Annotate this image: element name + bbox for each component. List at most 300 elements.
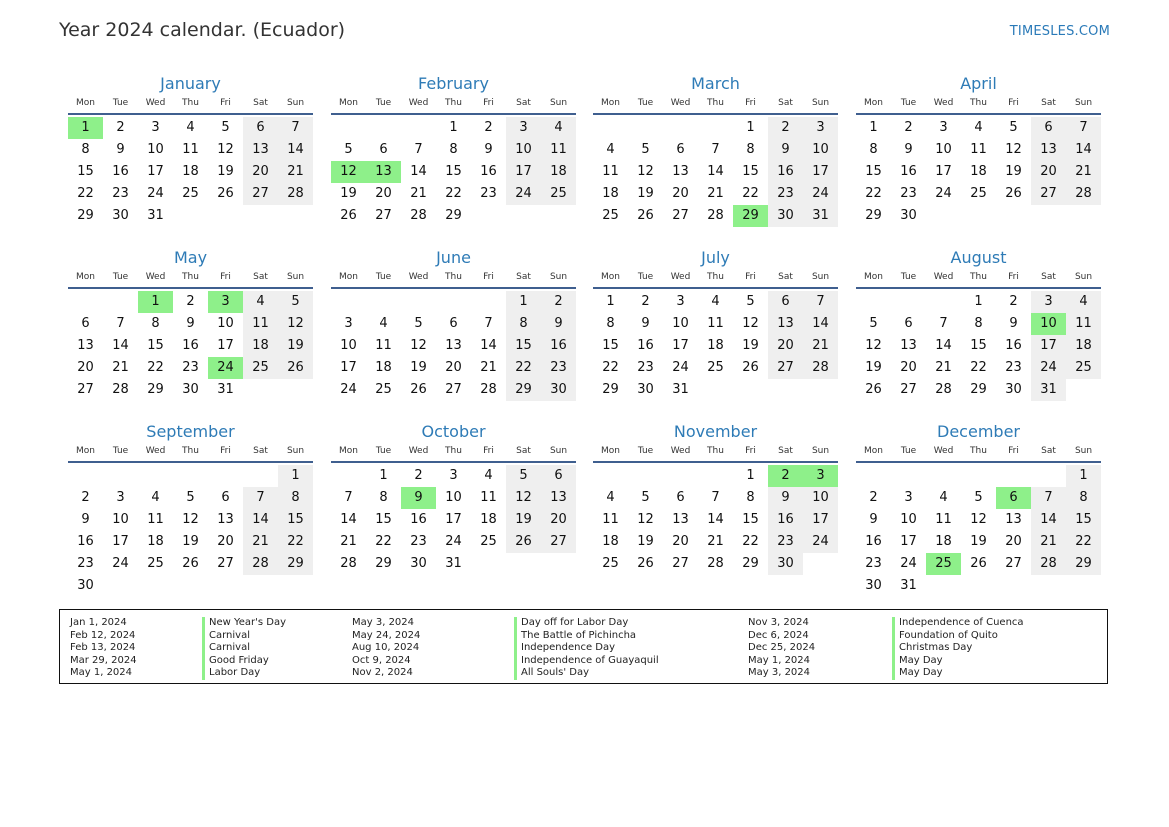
weekday-label: Thu	[707, 272, 724, 282]
legend-holiday-name: May Day	[892, 655, 1024, 668]
day-cell: 31	[803, 205, 838, 227]
day-cell: 2	[116, 120, 125, 135]
day-cell: 30	[637, 382, 654, 397]
day-cell: 3	[116, 490, 125, 505]
holiday-day-cell: 1	[68, 117, 103, 139]
day-cell: 17	[217, 338, 234, 353]
weekday-label: Wed	[933, 446, 954, 456]
month-november	[593, 422, 838, 575]
day-cell: 12	[506, 487, 541, 509]
weekday-label: Mon	[339, 272, 358, 282]
legend-date: Feb 12, 2024	[70, 629, 136, 641]
header-divider	[593, 113, 838, 115]
weekday-label: Wed	[145, 272, 166, 282]
weekday-label: Wed	[670, 446, 691, 456]
holiday-day-cell: 13	[366, 161, 401, 183]
day-cell: 8	[746, 142, 755, 157]
month-april	[856, 74, 1101, 227]
legend-holiday-name: All Souls' Day	[514, 667, 659, 680]
day-cell: 11	[1066, 313, 1101, 335]
day-cell: 7	[711, 142, 720, 157]
day-cell: 31	[900, 578, 917, 593]
weekday-label: Sat	[516, 272, 531, 282]
day-cell: 27	[445, 382, 462, 397]
day-cell: 19	[742, 338, 759, 353]
day-cell: 20	[243, 161, 278, 183]
weekday-label: Thu	[970, 98, 987, 108]
day-cell: 5	[869, 316, 878, 331]
day-cell: 13	[768, 313, 803, 335]
day-cell: 14	[112, 338, 129, 353]
empty-cell	[436, 291, 471, 313]
day-cell: 14	[803, 313, 838, 335]
day-cell: 1	[746, 468, 755, 483]
day-cell: 2	[541, 291, 576, 313]
day-cell: 11	[602, 512, 619, 527]
day-cell: 20	[217, 534, 234, 549]
day-cell: 30	[865, 578, 882, 593]
day-cell: 6	[541, 465, 576, 487]
day-cell: 21	[935, 360, 952, 375]
day-grid	[331, 291, 576, 401]
day-cell: 18	[375, 360, 392, 375]
day-cell: 12	[970, 512, 987, 527]
day-cell: 6	[676, 142, 685, 157]
weekday-header	[331, 96, 576, 111]
weekday-label: Tue	[900, 98, 917, 108]
empty-cell	[698, 465, 733, 487]
day-cell: 17	[803, 509, 838, 531]
empty-cell	[331, 291, 366, 313]
day-cell: 18	[602, 186, 619, 201]
empty-cell	[593, 117, 628, 139]
day-cell: 11	[935, 512, 952, 527]
day-cell: 14	[410, 164, 427, 179]
day-cell: 22	[506, 357, 541, 379]
day-cell: 4	[151, 490, 160, 505]
day-cell: 14	[707, 512, 724, 527]
day-cell: 3	[506, 117, 541, 139]
day-cell: 26	[340, 208, 357, 223]
day-cell: 18	[935, 534, 952, 549]
day-cell: 5	[221, 120, 230, 135]
day-cell: 6	[768, 291, 803, 313]
day-cell: 30	[112, 208, 129, 223]
weekday-header	[856, 270, 1101, 285]
day-cell: 14	[243, 509, 278, 531]
holiday-day-cell: 2	[768, 465, 803, 487]
month-august	[856, 248, 1101, 401]
holiday-day-cell: 10	[1031, 313, 1066, 335]
empty-cell	[663, 465, 698, 487]
day-cell: 12	[410, 338, 427, 353]
day-grid	[856, 291, 1101, 401]
legend-holiday-name: Independence Day	[514, 642, 659, 655]
day-cell: 20	[768, 335, 803, 357]
day-cell: 31	[445, 556, 462, 571]
weekday-label: Fri	[220, 98, 231, 108]
day-cell: 9	[1009, 316, 1018, 331]
empty-cell	[331, 465, 366, 487]
empty-cell	[208, 465, 243, 487]
day-cell: 21	[803, 335, 838, 357]
day-cell: 24	[506, 183, 541, 205]
header-divider	[331, 113, 576, 115]
day-cell: 6	[243, 117, 278, 139]
day-cell: 27	[672, 208, 689, 223]
day-cell: 1	[974, 294, 983, 309]
weekday-label: Sat	[778, 98, 793, 108]
day-cell: 30	[1005, 382, 1022, 397]
day-cell: 20	[375, 186, 392, 201]
day-cell: 6	[904, 316, 913, 331]
day-cell: 3	[449, 468, 458, 483]
day-cell: 2	[904, 120, 913, 135]
day-cell: 17	[1031, 335, 1066, 357]
empty-cell	[628, 117, 663, 139]
day-cell: 27	[672, 556, 689, 571]
day-cell: 7	[803, 291, 838, 313]
day-cell: 22	[375, 534, 392, 549]
day-cell: 27	[541, 531, 576, 553]
weekday-label: Fri	[220, 446, 231, 456]
day-cell: 9	[641, 316, 650, 331]
day-cell: 31	[217, 382, 234, 397]
day-cell: 5	[414, 316, 423, 331]
day-cell: 24	[935, 186, 952, 201]
day-cell: 7	[939, 316, 948, 331]
day-cell: 15	[970, 338, 987, 353]
day-cell: 10	[900, 512, 917, 527]
empty-cell	[961, 465, 996, 487]
day-cell: 21	[340, 534, 357, 549]
month-march	[593, 74, 838, 227]
day-cell: 17	[506, 161, 541, 183]
weekday-label: Tue	[112, 98, 129, 108]
day-cell: 8	[151, 316, 160, 331]
day-cell: 20	[900, 360, 917, 375]
day-grid	[593, 465, 838, 575]
day-cell: 28	[410, 208, 427, 223]
month-february	[331, 74, 576, 227]
weekday-label: Tue	[112, 272, 129, 282]
month-may	[68, 248, 313, 401]
day-cell: 1	[278, 465, 313, 487]
day-cell: 29	[77, 208, 94, 223]
day-cell: 5	[344, 142, 353, 157]
holiday-day-cell: 29	[733, 205, 768, 227]
month-name: February	[418, 74, 489, 93]
day-cell: 5	[641, 490, 650, 505]
legend-holiday-name: May Day	[892, 667, 1024, 680]
day-cell: 4	[186, 120, 195, 135]
day-cell: 9	[81, 512, 90, 527]
site-brand-link[interactable]: TIMESLES.COM	[1009, 24, 1110, 39]
weekday-label: Wed	[408, 272, 429, 282]
day-cell: 7	[1066, 117, 1101, 139]
day-cell: 10	[217, 316, 234, 331]
day-cell: 9	[768, 487, 803, 509]
day-cell: 18	[243, 335, 278, 357]
day-cell: 22	[445, 186, 462, 201]
day-cell: 9	[869, 512, 878, 527]
day-cell: 23	[900, 186, 917, 201]
header-divider	[593, 287, 838, 289]
day-cell: 16	[182, 338, 199, 353]
holiday-day-cell: 25	[926, 553, 961, 575]
day-cell: 19	[970, 534, 987, 549]
empty-cell	[628, 465, 663, 487]
day-cell: 19	[340, 186, 357, 201]
day-cell: 27	[243, 183, 278, 205]
day-cell: 13	[541, 487, 576, 509]
day-cell: 1	[606, 294, 615, 309]
day-cell: 10	[340, 338, 357, 353]
empty-cell	[663, 117, 698, 139]
day-grid	[593, 117, 838, 227]
day-cell: 28	[1066, 183, 1101, 205]
weekday-label: Sat	[253, 98, 268, 108]
empty-cell	[996, 465, 1031, 487]
day-cell: 21	[112, 360, 129, 375]
weekday-label: Thu	[970, 272, 987, 282]
empty-cell	[103, 465, 138, 487]
day-cell: 15	[375, 512, 392, 527]
day-cell: 24	[112, 556, 129, 571]
weekday-label: Sun	[811, 98, 830, 108]
day-cell: 27	[217, 556, 234, 571]
day-cell: 14	[935, 338, 952, 353]
empty-cell	[138, 465, 173, 487]
day-cell: 28	[243, 553, 278, 575]
day-cell: 4	[379, 316, 388, 331]
month-name: August	[950, 248, 1007, 267]
day-cell: 10	[112, 512, 129, 527]
holiday-day-cell: 9	[401, 487, 436, 509]
holiday-legend	[59, 609, 1108, 684]
day-cell: 13	[77, 338, 94, 353]
day-cell: 23	[77, 556, 94, 571]
day-cell: 8	[81, 142, 90, 157]
day-cell: 11	[243, 313, 278, 335]
day-cell: 4	[541, 117, 576, 139]
day-cell: 29	[506, 379, 541, 401]
day-cell: 15	[77, 164, 94, 179]
day-cell: 11	[707, 316, 724, 331]
day-cell: 5	[746, 294, 755, 309]
day-cell: 11	[480, 490, 497, 505]
weekday-label: Mon	[601, 446, 620, 456]
weekday-label: Sat	[778, 272, 793, 282]
day-cell: 4	[974, 120, 983, 135]
day-cell: 23	[480, 186, 497, 201]
day-cell: 20	[77, 360, 94, 375]
day-cell: 18	[707, 338, 724, 353]
day-cell: 9	[116, 142, 125, 157]
weekday-label: Mon	[601, 98, 620, 108]
day-cell: 28	[803, 357, 838, 379]
day-cell: 24	[147, 186, 164, 201]
day-cell: 25	[243, 357, 278, 379]
month-name: March	[691, 74, 740, 93]
weekday-label: Sat	[253, 272, 268, 282]
weekday-label: Fri	[1008, 272, 1019, 282]
day-cell: 12	[182, 512, 199, 527]
legend-dates-column	[70, 617, 137, 680]
empty-cell	[243, 465, 278, 487]
weekday-label: Fri	[745, 98, 756, 108]
legend-holiday-name: Independence of Cuenca	[892, 617, 1024, 630]
legend-date: May 3, 2024	[748, 667, 811, 678]
weekday-header	[593, 270, 838, 285]
day-cell: 3	[151, 120, 160, 135]
day-cell: 13	[1005, 512, 1022, 527]
day-cell: 5	[974, 490, 983, 505]
weekday-label: Sun	[286, 446, 305, 456]
day-cell: 28	[707, 556, 724, 571]
empty-cell	[926, 465, 961, 487]
weekday-label: Mon	[864, 446, 883, 456]
day-cell: 28	[707, 208, 724, 223]
day-cell: 25	[707, 360, 724, 375]
day-cell: 8	[869, 142, 878, 157]
weekday-label: Tue	[900, 272, 917, 282]
legend-names-column	[892, 617, 1024, 680]
empty-cell	[891, 465, 926, 487]
weekday-header	[331, 444, 576, 459]
header-divider	[856, 461, 1101, 463]
day-cell: 21	[1031, 531, 1066, 553]
legend-date: May 3, 2024	[352, 617, 415, 628]
day-cell: 23	[768, 531, 803, 553]
weekday-label: Thu	[707, 98, 724, 108]
header-divider	[856, 113, 1101, 115]
day-cell: 6	[81, 316, 90, 331]
day-cell: 26	[278, 357, 313, 379]
empty-cell	[856, 465, 891, 487]
weekday-label: Sat	[1041, 446, 1056, 456]
day-cell: 6	[1031, 117, 1066, 139]
day-grid	[68, 465, 313, 597]
month-name: November	[673, 422, 758, 441]
day-cell: 20	[672, 186, 689, 201]
day-cell: 16	[637, 338, 654, 353]
day-cell: 18	[1066, 335, 1101, 357]
weekday-label: Mon	[864, 272, 883, 282]
day-cell: 16	[1005, 338, 1022, 353]
weekday-label: Fri	[220, 272, 231, 282]
day-cell: 29	[742, 556, 759, 571]
day-cell: 8	[449, 142, 458, 157]
day-cell: 11	[147, 512, 164, 527]
weekday-label: Tue	[637, 98, 654, 108]
day-cell: 16	[768, 509, 803, 531]
weekday-label: Wed	[145, 98, 166, 108]
header-divider	[593, 461, 838, 463]
day-cell: 6	[676, 490, 685, 505]
month-name: December	[937, 422, 1020, 441]
day-cell: 27	[900, 382, 917, 397]
day-cell: 19	[637, 534, 654, 549]
day-cell: 4	[484, 468, 493, 483]
day-cell: 13	[243, 139, 278, 161]
day-cell: 12	[742, 316, 759, 331]
weekday-label: Fri	[745, 446, 756, 456]
weekday-label: Sat	[1041, 272, 1056, 282]
day-cell: 30	[77, 578, 94, 593]
day-cell: 13	[672, 164, 689, 179]
weekday-label: Tue	[637, 446, 654, 456]
weekday-label: Wed	[145, 446, 166, 456]
day-cell: 7	[1031, 487, 1066, 509]
day-cell: 23	[541, 357, 576, 379]
day-cell: 12	[637, 512, 654, 527]
month-name: September	[146, 422, 235, 441]
day-cell: 15	[602, 338, 619, 353]
day-cell: 29	[1066, 553, 1101, 575]
legend-date: Mar 29, 2024	[70, 654, 137, 666]
day-cell: 18	[182, 164, 199, 179]
day-cell: 2	[1009, 294, 1018, 309]
day-cell: 7	[344, 490, 353, 505]
holiday-day-cell: 3	[208, 291, 243, 313]
weekday-label: Sun	[286, 272, 305, 282]
legend-date: May 1, 2024	[70, 667, 133, 678]
day-cell: 2	[768, 117, 803, 139]
empty-cell	[593, 465, 628, 487]
legend-date: Aug 10, 2024	[352, 642, 420, 653]
legend-date: Dec 25, 2024	[748, 642, 816, 653]
day-cell: 1	[449, 120, 458, 135]
weekday-label: Sat	[253, 446, 268, 456]
legend-holiday-name: New Year's Day	[202, 617, 286, 630]
legend-dates-column	[352, 617, 420, 680]
weekday-label: Mon	[339, 446, 358, 456]
month-september	[68, 422, 313, 597]
weekday-header	[68, 444, 313, 459]
legend-holiday-name: Day off for Labor Day	[514, 617, 659, 630]
day-cell: 2	[414, 468, 423, 483]
day-cell: 27	[375, 208, 392, 223]
day-cell: 30	[410, 556, 427, 571]
weekday-header	[331, 270, 576, 285]
month-name: July	[701, 248, 730, 267]
day-cell: 31	[147, 208, 164, 223]
day-cell: 4	[606, 490, 615, 505]
day-cell: 21	[707, 186, 724, 201]
day-cell: 17	[803, 161, 838, 183]
day-cell: 23	[768, 183, 803, 205]
day-cell: 16	[410, 512, 427, 527]
weekday-label: Sun	[1074, 272, 1093, 282]
day-cell: 24	[1031, 357, 1066, 379]
day-cell: 27	[1005, 556, 1022, 571]
day-cell: 6	[379, 142, 388, 157]
weekday-label: Wed	[408, 446, 429, 456]
weekday-label: Thu	[182, 98, 199, 108]
day-cell: 14	[340, 512, 357, 527]
legend-date: May 24, 2024	[352, 629, 421, 641]
day-cell: 19	[865, 360, 882, 375]
day-grid	[593, 291, 838, 401]
legend-names-column	[202, 617, 286, 680]
day-cell: 8	[746, 490, 755, 505]
day-cell: 21	[243, 531, 278, 553]
weekday-header	[856, 96, 1101, 111]
holiday-day-cell: 3	[803, 465, 838, 487]
day-cell: 1	[379, 468, 388, 483]
day-cell: 19	[1005, 164, 1022, 179]
